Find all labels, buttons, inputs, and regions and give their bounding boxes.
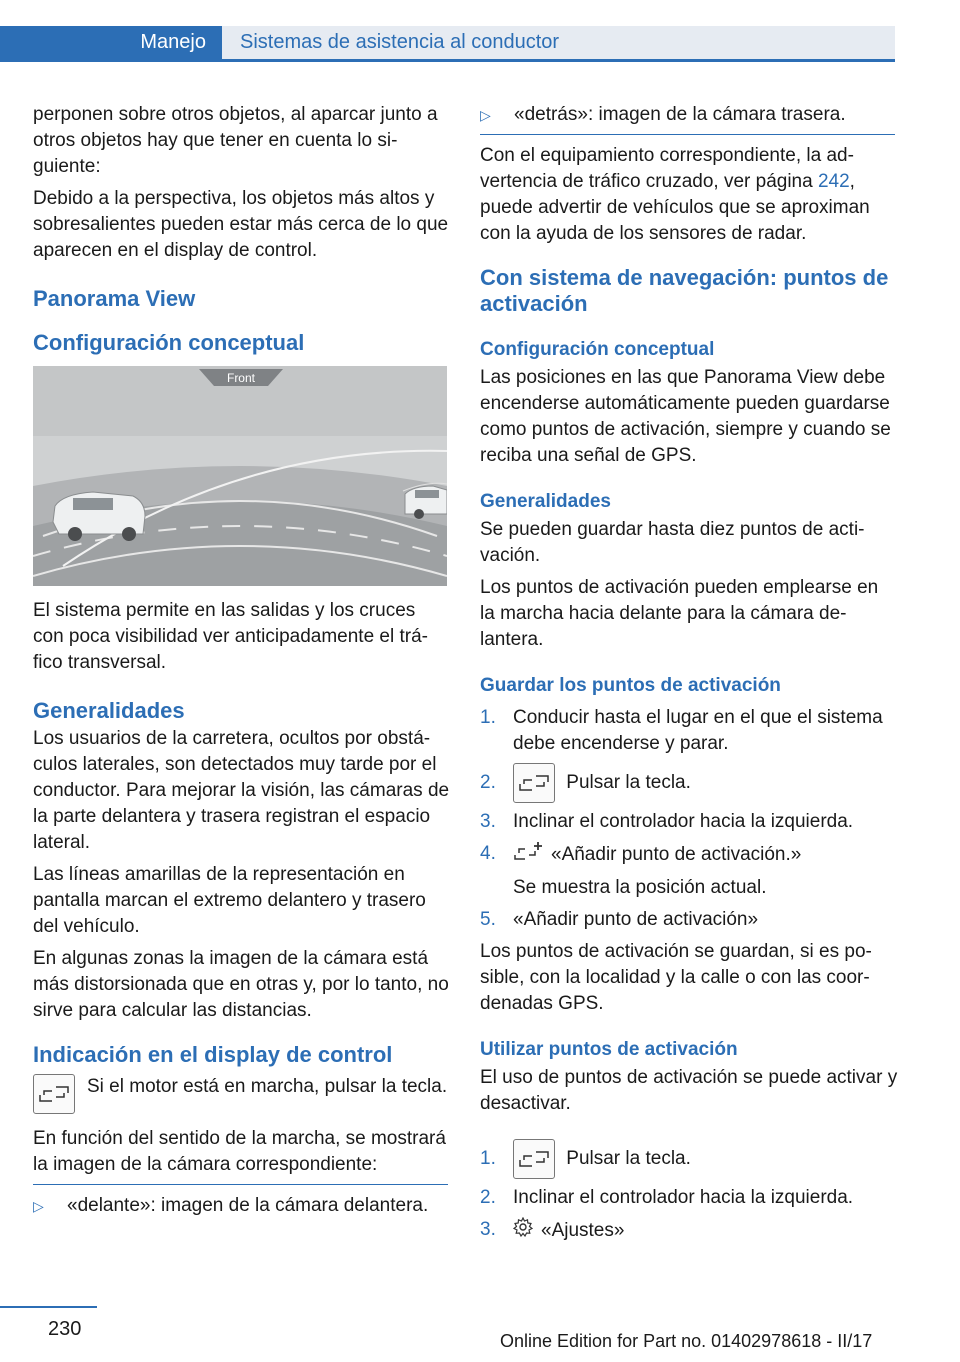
triangle-right-icon: ▷	[480, 107, 491, 123]
car-left	[53, 492, 145, 541]
page-header	[0, 26, 895, 62]
figure-label: Front	[226, 371, 256, 385]
right-column	[480, 102, 898, 1251]
list-rule-top	[33, 1184, 448, 1185]
general-paragraph-2: Las líneas amarillas de la representación en pantalla marcan el extremo delantero y trasero del vehículo.	[33, 864, 426, 937]
heading-display: Indicación en el display de control	[33, 1042, 393, 1067]
key-instruction	[33, 1074, 451, 1114]
intro-paragraph: perponen sobre otros objetos, al aparcar junto a otros objetos hay que tener en cuenta lo siguiente:	[33, 104, 438, 177]
save-step-1: 1. Conducir hasta el lugar en el que el sistema debe encenderse y parar.	[480, 707, 883, 754]
heading-config-right: Configuración conceptual	[480, 339, 715, 360]
save-step-3: 3. Inclinar el controlador hacia la izquierda.	[480, 811, 854, 832]
add-point-icon	[513, 841, 543, 869]
heading-save: Guardar los puntos de activación	[480, 675, 781, 696]
intro-paragraph-2: Debido a la perspectiva, los objetos más altos y sobresalientes pueden estar más cerca de lo que aparecen en el display de control.	[33, 188, 449, 261]
general-paragraph-1: Los usuarios de la carretera, ocultos por obstáculos laterales, son detectados muy tarde por el conductor. Para mejorar la visión, las cámaras de la parte delantera y trasera registran el espacio lateral.	[33, 728, 450, 853]
header-chapter: Sistemas de asistencia al conductor	[240, 31, 560, 53]
use-step-3: 3. «Ajustes»	[480, 1217, 898, 1245]
camera-button-icon	[513, 1139, 555, 1179]
save-step-5: 5. «Añadir punto de activación»	[480, 909, 759, 930]
heading-use: Utilizar puntos de activación	[480, 1039, 738, 1060]
triangle-right-icon: ▷	[33, 1198, 44, 1214]
camera-button-icon	[33, 1074, 75, 1114]
saved-paragraph: Los puntos de activación se guardan, si es posible, con la localidad y la calle o con las coordenadas GPS.	[480, 941, 872, 1014]
system-paragraph: El sistema permite en las salidas y los cruces con poca visibilidad ver anticipadamente el tráfico transversal.	[33, 600, 428, 673]
footer-rule	[0, 1306, 97, 1308]
key-text: Si el motor está en marcha, pulsar la tecla.	[87, 1076, 448, 1097]
camera-button-icon	[513, 763, 555, 803]
general-right-1: Se pueden guardar hasta diez puntos de activación.	[480, 519, 865, 566]
use-step-1: 1. Pulsar la tecla.	[480, 1139, 898, 1179]
left-column	[33, 102, 451, 1225]
heading-panorama: Panorama View	[33, 286, 196, 311]
camera-figure	[33, 366, 447, 586]
save-step-4: 4. «Añadir punto de activación.» Se muestra la posición actual.	[480, 843, 802, 898]
list-rule-bottom	[480, 134, 895, 135]
heading-nav: Con sistema de navegación: puntos de activación	[480, 265, 889, 316]
gear-icon	[513, 1217, 533, 1245]
config-paragraph: Las posiciones en las que Panorama View debe encenderse automáticamente pueden guardarse como puntos de activación, siempre y cuando se reciba una señal de GPS.	[480, 367, 891, 466]
heading-config: Configuración conceptual	[33, 330, 305, 355]
header-section: Manejo	[0, 26, 222, 62]
camera-view-illustration	[33, 366, 447, 586]
use-step-2: 2. Inclinar el controlador hacia la izquierda.	[480, 1187, 854, 1208]
edition-note: Online Edition for Part no. 01402978618 - II/17	[500, 1331, 873, 1351]
car-right	[405, 486, 447, 519]
use-paragraph: El uso de puntos de activación se puede activar y desactivar.	[480, 1067, 898, 1114]
page-number: 230	[48, 1318, 82, 1340]
direction-paragraph: En función del sentido de la marcha, se mostrará la imagen de la cámara correspondiente:	[33, 1128, 446, 1175]
bullet-rear: ▷ «detrás»: imagen de la cámara trasera.	[480, 102, 898, 128]
heading-general-right: Generalidades	[480, 491, 611, 512]
bullet-front: ▷ «delante»: imagen de la cámara delantera.	[33, 1193, 451, 1219]
general-paragraph-3: En algunas zonas la imagen de la cámara está más distorsionada que en otras y, por lo tanto, no sirve para calcular las distancias.	[33, 948, 449, 1021]
equipment-paragraph: Con el equipamiento correspondiente, la advertencia de tráfico cruzado, ver página 242, puede advertir de vehículos que se aproximan con la ayuda de los sensores de radar.	[480, 145, 870, 244]
save-step-2: 2. Pulsar la tecla.	[480, 763, 898, 803]
heading-general: Generalidades	[33, 698, 185, 723]
page-link[interactable]: 242	[817, 171, 850, 192]
general-right-2: Los puntos de activación pueden emplearse en la marcha hacia delante para la cámara delantera.	[480, 577, 879, 650]
